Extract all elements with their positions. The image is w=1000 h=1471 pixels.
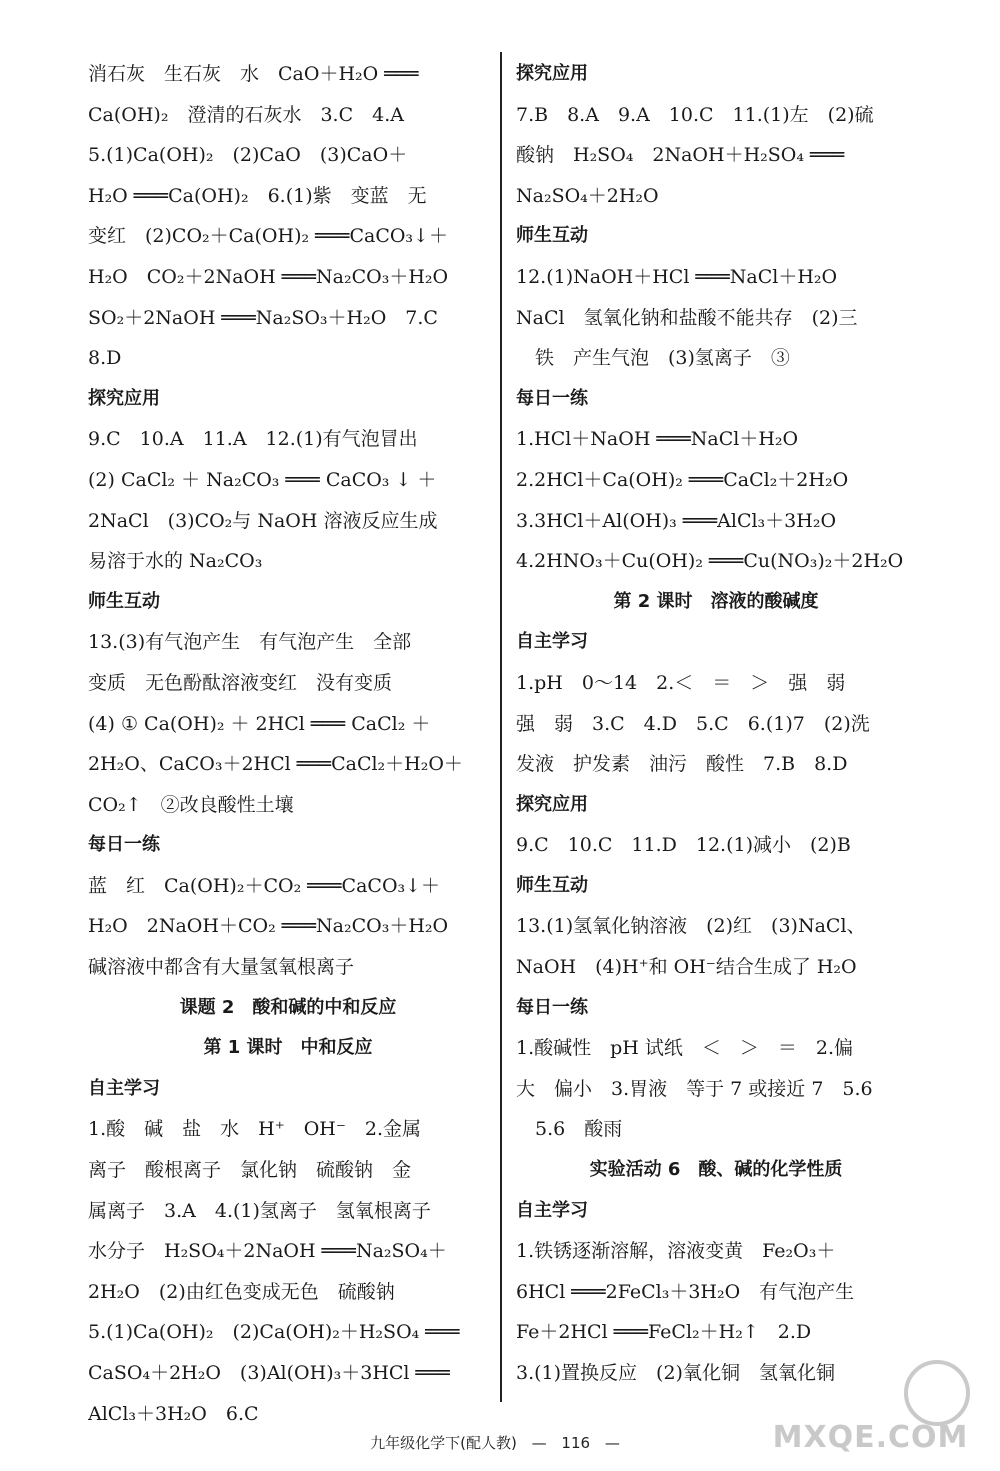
answer-line: 1.pH 0～14 2.＜ ＝ ＞ 强 弱	[516, 671, 846, 694]
answer-line: NaCl 氢氧化钠和盐酸不能共存 (2)三	[516, 306, 858, 329]
section-heading: 探究应用	[516, 63, 588, 84]
answer-line: NaOH (4)H⁺和 OH⁻结合生成了 H₂O	[516, 956, 857, 979]
left-column	[88, 54, 488, 1434]
answer-line: 2NaCl (3)CO₂与 NaOH 溶液反应生成	[88, 509, 438, 532]
answer-line: H₂O CO₂＋2NaOH ═══Na₂CO₃＋H₂O	[88, 265, 449, 288]
answer-line: Na₂SO₄＋2H₂O	[516, 184, 659, 207]
answer-line: 5.(1)Ca(OH)₂ (2)Ca(OH)₂＋H₂SO₄ ═══	[88, 1321, 460, 1344]
answer-line: 强 弱 3.C 4.D 5.C 6.(1)7 (2)洗	[516, 712, 870, 735]
answer-line: 8.D	[88, 347, 122, 370]
answer-line: 7.B 8.A 9.A 10.C 11.(1)左 (2)硫	[516, 103, 874, 126]
answer-line: AlCl₃＋3H₂O 6.C	[88, 1402, 259, 1425]
answer-line: 离子 酸根离子 氯化钠 硫酸钠 金	[88, 1159, 412, 1182]
answer-line: 13.(1)氢氧化钠溶液 (2)红 (3)NaCl、	[516, 915, 866, 938]
section-heading: 师生互动	[88, 590, 160, 612]
answer-line: 酸钠 H₂SO₄ 2NaOH＋H₂SO₄ ═══	[516, 144, 845, 167]
section-heading: 自主学习	[516, 1199, 588, 1221]
answer-line: SO₂＋2NaOH ═══Na₂SO₃＋H₂O 7.C	[88, 306, 438, 329]
lesson-title: 实验活动 6 酸、碱的化学性质	[589, 1159, 843, 1181]
answer-line: (2) CaCl₂ ＋ Na₂CO₃ ═══ CaCO₃ ↓ ＋	[88, 468, 437, 491]
answer-line: 发液 护发素 油污 酸性 7.B 8.D	[516, 753, 848, 776]
right-column	[516, 54, 916, 1394]
page-footer	[0, 1432, 1000, 1453]
section-heading: 探究应用	[516, 793, 588, 815]
watermark-text: MXQE.COM	[772, 1420, 969, 1455]
answer-line: 6HCl ═══2FeCl₃＋3H₂O 有气泡产生	[516, 1280, 855, 1303]
section-heading: 师生互动	[516, 225, 588, 247]
lesson-title: 课题 2 酸和碱的中和反应	[179, 996, 397, 1018]
answer-line: Ca(OH)₂ 澄清的石灰水 3.C 4.A	[88, 103, 404, 126]
answer-line: (4) ① Ca(OH)₂ ＋ 2HCl ═══ CaCl₂ ＋	[88, 712, 431, 735]
answer-line: 1.铁锈逐渐溶解，溶液变黄 Fe₂O₃＋	[516, 1240, 836, 1263]
answer-line: 蓝 红 Ca(OH)₂＋CO₂ ═══CaCO₃↓＋	[88, 874, 441, 897]
answer-line: 3.(1)置换反应 (2)氧化铜 氢氧化铜	[516, 1362, 835, 1384]
answer-line: H₂O ═══Ca(OH)₂ 6.(1)紫 变蓝 无	[88, 184, 427, 207]
section-heading: 师生互动	[516, 874, 588, 896]
answer-line: 2H₂O (2)由红色变成无色 硫酸钠	[88, 1280, 395, 1303]
answer-line: 12.(1)NaOH＋HCl ═══NaCl＋H₂O	[516, 265, 838, 288]
column-divider	[500, 52, 502, 1402]
answer-line: 易溶于水的 Na₂CO₃	[88, 550, 263, 573]
answer-line: H₂O 2NaOH＋CO₂ ═══Na₂CO₃＋H₂O	[88, 915, 449, 938]
answer-line: 1.HCl＋NaOH ═══NaCl＋H₂O	[516, 428, 799, 451]
answer-line: 5.6 酸雨	[516, 1118, 623, 1141]
answer-line: CO₂↑ ②改良酸性土壤	[88, 793, 294, 816]
answer-line: 大 偏小 3.胃液 等于 7 或接近 7 5.6	[516, 1077, 873, 1100]
answer-line: 3.3HCl＋Al(OH)₃ ═══AlCl₃＋3H₂O	[516, 509, 837, 532]
section-heading: 每日一练	[88, 834, 160, 856]
lesson-title: 第 2 课时 溶液的酸碱度	[613, 590, 819, 612]
section-heading: 每日一练	[516, 387, 588, 409]
answer-line: 5.(1)Ca(OH)₂ (2)CaO (3)CaO＋	[88, 144, 408, 167]
answer-line: 碱溶液中都含有大量氢氧根离子	[88, 956, 355, 979]
answer-line: 属离子 3.A 4.(1)氢离子 氢氧根离子	[88, 1199, 431, 1222]
answer-line: 水分子 H₂SO₄＋2NaOH ═══Na₂SO₄＋	[88, 1240, 447, 1263]
answer-line: 9.C 10.A 11.A 12.(1)有气泡冒出	[88, 428, 418, 451]
answer-line: Fe＋2HCl ═══FeCl₂＋H₂↑ 2.D	[516, 1321, 812, 1344]
section-heading: 每日一练	[516, 996, 588, 1018]
answer-line: 变红 (2)CO₂＋Ca(OH)₂ ═══CaCO₃↓＋	[88, 225, 448, 248]
answer-line: 变质 无色酚酞溶液变红 没有变质	[88, 671, 393, 694]
answer-line: 4.2HNO₃＋Cu(OH)₂ ═══Cu(NO₃)₂＋2H₂O	[516, 550, 904, 573]
answer-line: 2.2HCl＋Ca(OH)₂ ═══CaCl₂＋2H₂O	[516, 468, 849, 491]
answer-line: 铁 产生气泡 (3)氢离子 ③	[516, 347, 790, 370]
answer-line: 2H₂O、CaCO₃＋2HCl ═══CaCl₂＋H₂O＋	[88, 753, 463, 776]
page-number: 116	[561, 1434, 591, 1452]
footer-dash-left: —	[531, 1434, 547, 1452]
footer-book-title: 九年级化学下(配人教)	[370, 1434, 517, 1452]
answer-line: CaSO₄＋2H₂O (3)Al(OH)₃＋3HCl ═══	[88, 1362, 450, 1384]
answer-line: 1.酸碱性 pH 试纸 ＜ ＞ ＝ 2.偏	[516, 1037, 854, 1060]
section-heading: 自主学习	[88, 1077, 160, 1099]
answer-line: 1.酸 碱 盐 水 H⁺ OH⁻ 2.金属	[88, 1118, 422, 1141]
lesson-title: 第 1 课时 中和反应	[203, 1037, 373, 1059]
answer-line: 13.(3)有气泡产生 有气泡产生 全部	[88, 631, 412, 654]
section-heading: 探究应用	[88, 387, 160, 409]
answer-line: 9.C 10.C 11.D 12.(1)减小 (2)B	[516, 834, 851, 857]
section-heading: 自主学习	[516, 631, 588, 653]
footer-dash-right: —	[604, 1434, 620, 1452]
answer-line: 消石灰 生石灰 水 CaO＋H₂O ═══	[88, 63, 419, 85]
